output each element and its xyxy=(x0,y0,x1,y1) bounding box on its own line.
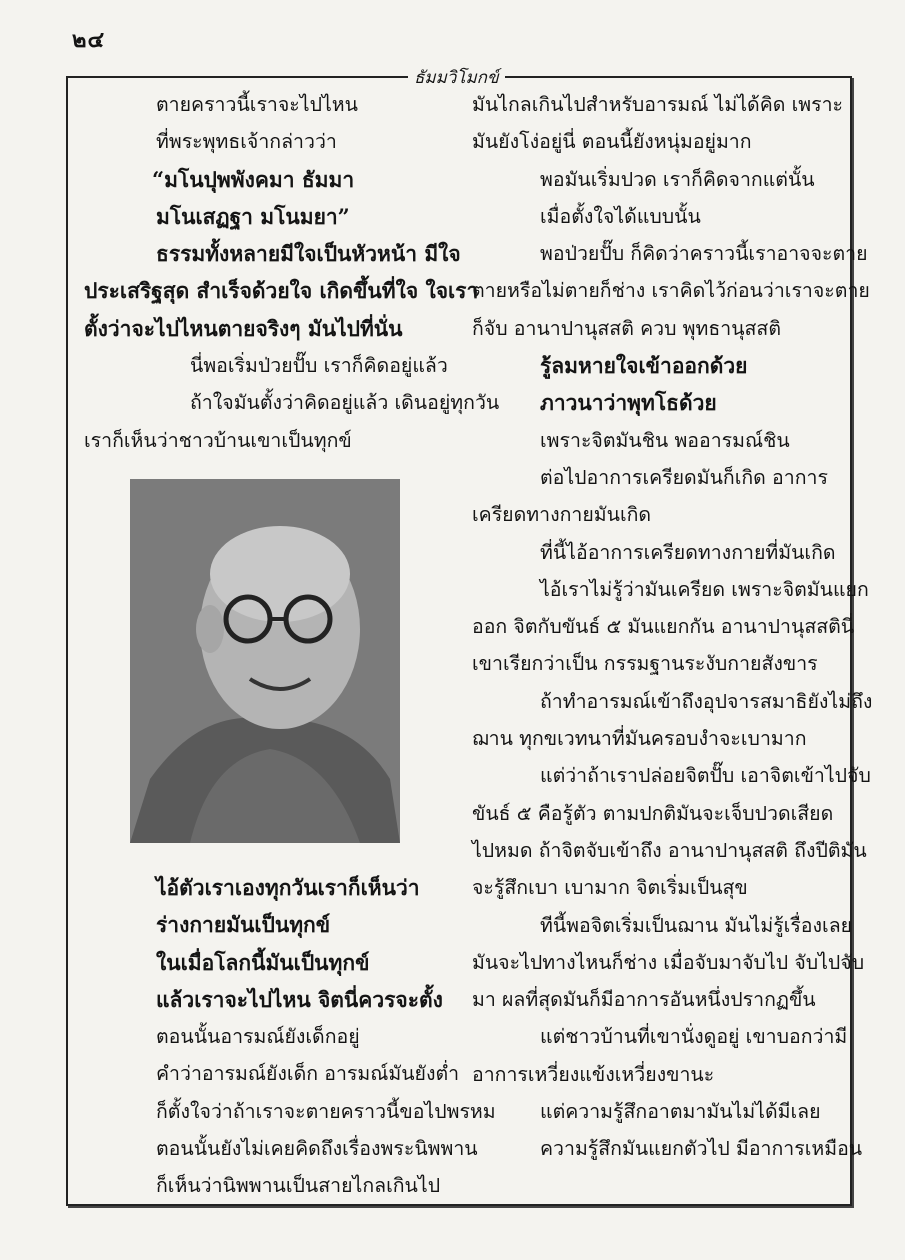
right-column-text xyxy=(472,86,873,1168)
text-line: ไอ้ตัวเราเองทุกวันเราก็เห็นว่า xyxy=(156,874,420,900)
text-line: ประเสริฐสุด สำเร็จด้วยใจ เกิดขึ้นที่ใจ ใจเรา xyxy=(84,278,479,304)
text-line: ตั้งว่าจะไปไหนตายจริงๆ มันไปที่นั่น xyxy=(84,315,403,341)
text-line: ความรู้สึกมันแยกตัวไป มีอาการเหมือน xyxy=(540,1137,863,1161)
text-line: รู้ลมหายใจเข้าออกด้วย xyxy=(540,353,748,379)
text-line: ถ้าทำอารมณ์เข้าถึงอุปจารสมาธิยังไม่ถึง xyxy=(540,689,873,713)
text-line: ที่พระพุทธเจ้ากล่าวว่า xyxy=(156,130,337,154)
text-line: แต่ความรู้สึกอาตมามันไม่ได้มีเลย xyxy=(540,1100,821,1124)
left-column-text-bottom xyxy=(84,869,496,1205)
left-column xyxy=(84,86,500,1205)
text-line: มา ผลที่สุดมันก็มีอาการอันหนึ่งปรากฏขึ้น xyxy=(472,988,816,1012)
text-line: ต่อไปอาการเครียดมันก็เกิด อาการ xyxy=(540,465,828,489)
text-line: ถ้าใจมันตั้งว่าคิดอยู่แล้ว เดินอยู่ทุกวัน xyxy=(190,391,500,415)
text-line: พอมันเริ่มปวด เราก็คิดจากแต่นั้น xyxy=(540,167,815,191)
text-line: ขันธ์ ๕ คือรู้ตัว ตามปกติมันจะเจ็บปวดเสียด xyxy=(472,801,834,825)
text-line: เพราะจิตมันชิน พออารมณ์ชิน xyxy=(540,428,790,452)
text-line: มันจะไปทางไหนก็ช่าง เมื่อจับมาจับไป จับไปจับ xyxy=(472,950,865,974)
text-line: ก็เห็นว่านิพพานเป็นสายไกลเกินไป xyxy=(156,1174,441,1198)
text-line: ก็ตั้งใจว่าถ้าเราจะตายคราวนี้ขอไปพรหม xyxy=(156,1099,496,1123)
text-line: ตายหรือไม่ตายก็ช่าง เราคิดไว้ก่อนว่าเราจะตาย xyxy=(472,279,870,303)
text-line: ตอนนั้นยังไม่เคยคิดถึงเรื่องพระนิพพาน xyxy=(156,1137,478,1161)
text-line: เขาเรียกว่าเป็น กรรมฐานระงับกายสังขาร xyxy=(472,652,818,676)
monk-portrait-photo xyxy=(130,479,400,843)
photo-area xyxy=(84,459,454,869)
text-line: เราก็เห็นว่าชาวบ้านเขาเป็นทุกข์ xyxy=(84,428,352,452)
text-line: ตายคราวนี้เราจะไปไหน xyxy=(156,93,358,116)
text-line: ในเมื่อโลกนี้มันเป็นทุกข์ xyxy=(156,949,370,975)
text-line: ออก จิตกับขันธ์ ๕ มันแยกกัน อานาปานุสสตินี่ xyxy=(472,615,855,639)
text-line: ที่นี้ไอ้อาการเครียดทางกายที่มันเกิด xyxy=(540,540,836,564)
text-line: อาการเหวี่ยงแข้งเหวี่ยงขานะ xyxy=(472,1062,715,1086)
text-line: ธรรมทั้งหลายมีใจเป็นหัวหน้า มีใจ xyxy=(156,241,461,267)
text-line: ฌาน ทุกขเวทนาที่มันครอบงำจะเบามาก xyxy=(472,727,807,751)
text-line: เมื่อตั้งใจได้แบบนั้น xyxy=(540,204,701,228)
text-line: แล้วเราจะไปไหน จิตนี่ควรจะตั้ง xyxy=(156,986,443,1012)
running-title: ธัมมวิโมกข์ xyxy=(408,64,505,91)
text-line: ภาวนาว่าพุทโธด้วย xyxy=(540,390,717,416)
left-column-text-top xyxy=(84,86,500,459)
text-line: ร่างกายมันเป็นทุกข์ xyxy=(156,912,331,938)
text-line: “มโนปุพพังคมา ธัมมา xyxy=(152,166,355,192)
text-line: จะรู้สึกเบา เบามาก จิตเริ่มเป็นสุข xyxy=(472,876,748,900)
text-line: มโนเสฏฐา มโนมยา” xyxy=(156,203,350,229)
right-column xyxy=(472,86,873,1168)
text-line: ไปหมด ถ้าจิตจับเข้าถึง อานาปานุสสติ ถึงปีติมัน xyxy=(472,838,867,862)
page-number: ๒๔ xyxy=(72,27,106,53)
text-line: มันไกลเกินไปสำหรับอารมณ์ ไม่ได้คิด เพราะ xyxy=(472,93,844,116)
text-line: พอป่วยปั๊บ ก็คิดว่าคราวนี้เราอาจจะตาย xyxy=(540,242,868,266)
text-line: ตอนนั้นอารมณ์ยังเด็กอยู่ xyxy=(156,1025,360,1049)
text-line: แต่ชาวบ้านที่เขานั่งดูอยู่ เขาบอกว่ามี xyxy=(540,1025,848,1049)
text-line: ก็จับ อานาปานุสสติ ควบ พุทธานุสสติ xyxy=(472,316,782,340)
text-line: มันยังโง่อยู่นี่ ตอนนี้ยังหนุ่มอยู่มาก xyxy=(472,130,752,154)
portrait-illustration xyxy=(130,479,400,843)
text-line: ทีนี้พอจิตเริ่มเป็นฌาน มันไม่รู้เรื่องเลย xyxy=(540,913,853,937)
text-line: ไอ้เราไม่รู้ว่ามันเครียด เพราะจิตมันแยก xyxy=(540,577,869,601)
text-line: แต่ว่าถ้าเราปล่อยจิตปั๊บ เอาจิตเข้าไปจับ xyxy=(540,764,871,788)
text-line: นี่พอเริ่มป่วยปั๊บ เราก็คิดอยู่แล้ว xyxy=(190,354,448,378)
text-line: เครียดทางกายมันเกิด xyxy=(472,503,652,527)
text-line: คำว่าอารมณ์ยังเด็ก อารมณ์มันยังต่ำ xyxy=(156,1062,460,1086)
